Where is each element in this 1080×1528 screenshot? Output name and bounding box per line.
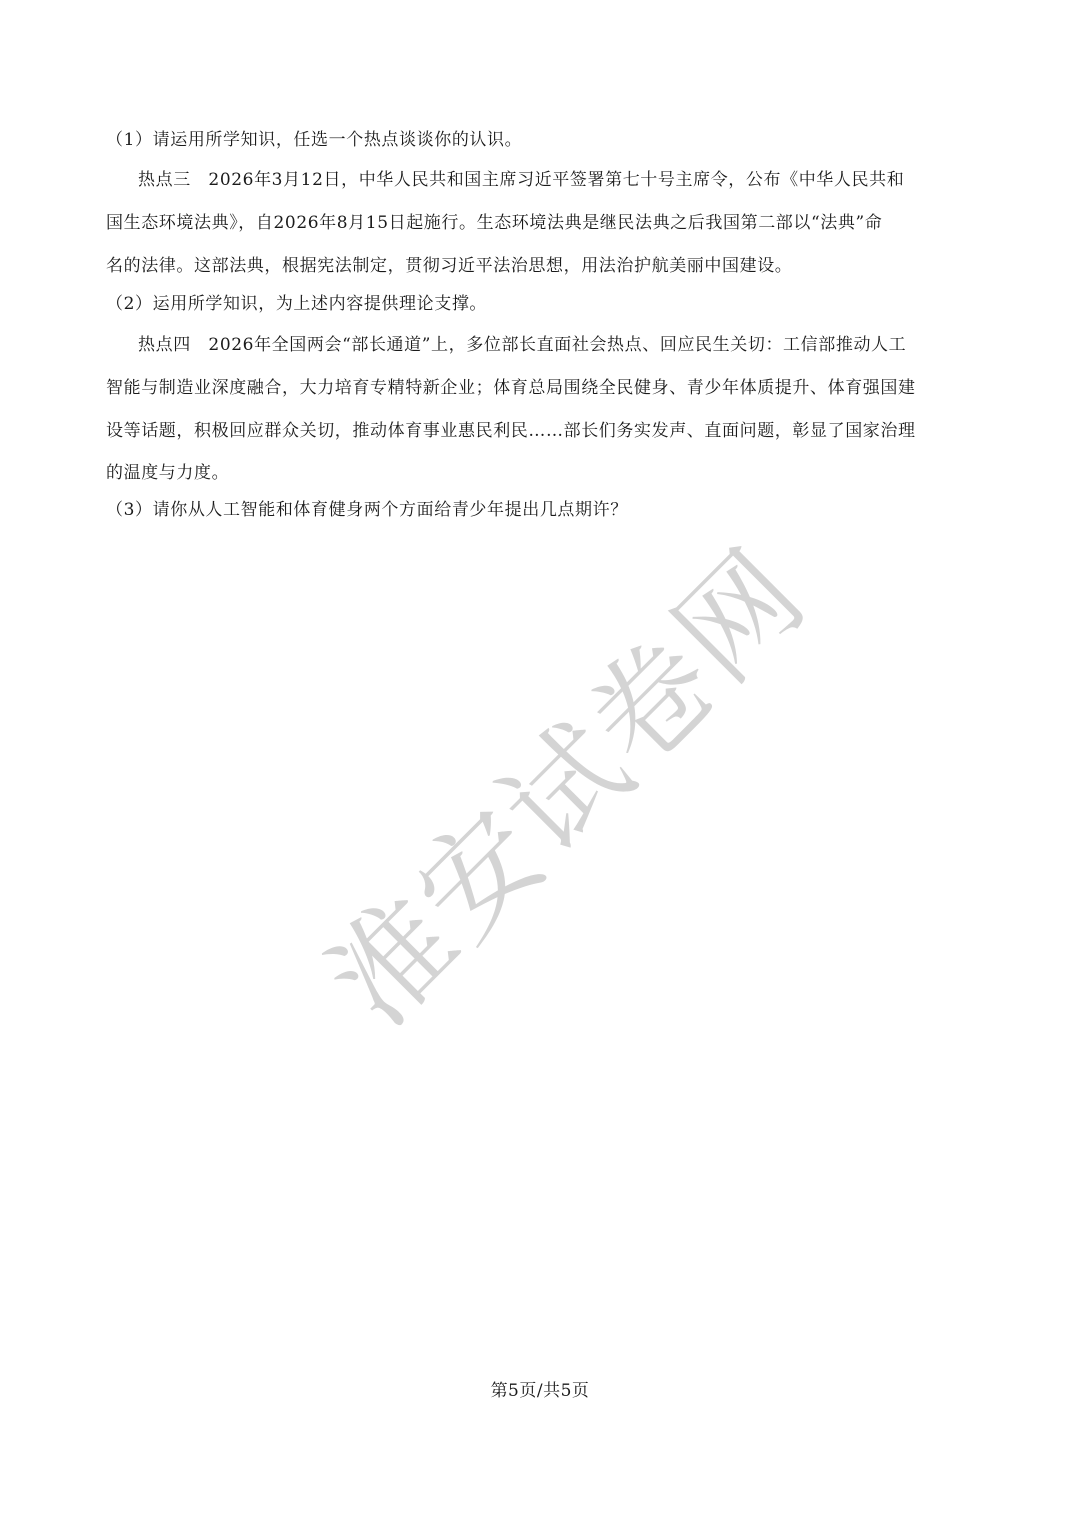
question-1: （1）请运用所学知识，任选一个热点谈谈你的认识。 (106, 130, 523, 150)
hotspot-4-line-2: 智能与制造业深度融合，大力培育专精特新企业；体育总局围绕全民健身、青少年体质提升、体育强国建 (106, 378, 916, 398)
hotspot-4-line-3: 设等话题，积极回应群众关切，推动体育事业惠民利民……部长们务实发声、直面问题，彰显了国家治理 (106, 421, 916, 441)
hotspot-4-line-4: 的温度与力度。 (106, 463, 230, 483)
hotspot-3-line-1: 热点三 2026年3月12日，中华人民共和国主席习近平签署第七十号主席令，公布《中华人民共和 (138, 170, 905, 190)
hotspot-3-line-3: 名的法律。这部法典，根据宪法制定，贯彻习近平法治思想，用法治护航美丽中国建设。 (106, 256, 793, 276)
question-3: （3）请你从人工智能和体育健身两个方面给青少年提出几点期许？ (106, 500, 628, 520)
page-footer: 第5页/共5页 (490, 1381, 590, 1401)
hotspot-4-line-1: 热点四 2026年全国两会“部长通道”上，多位部长直面社会热点、回应民生关切：工信部推动人工 (138, 335, 907, 355)
hotspot-3-line-2: 国生态环境法典》，自2026年8月15日起施行。生态环境法典是继民法典之后我国第二部以“法典”命 (106, 213, 883, 233)
watermark: 淮安试卷网 (303, 522, 833, 1052)
question-2: （2）运用所学知识，为上述内容提供理论支撑。 (106, 294, 488, 314)
